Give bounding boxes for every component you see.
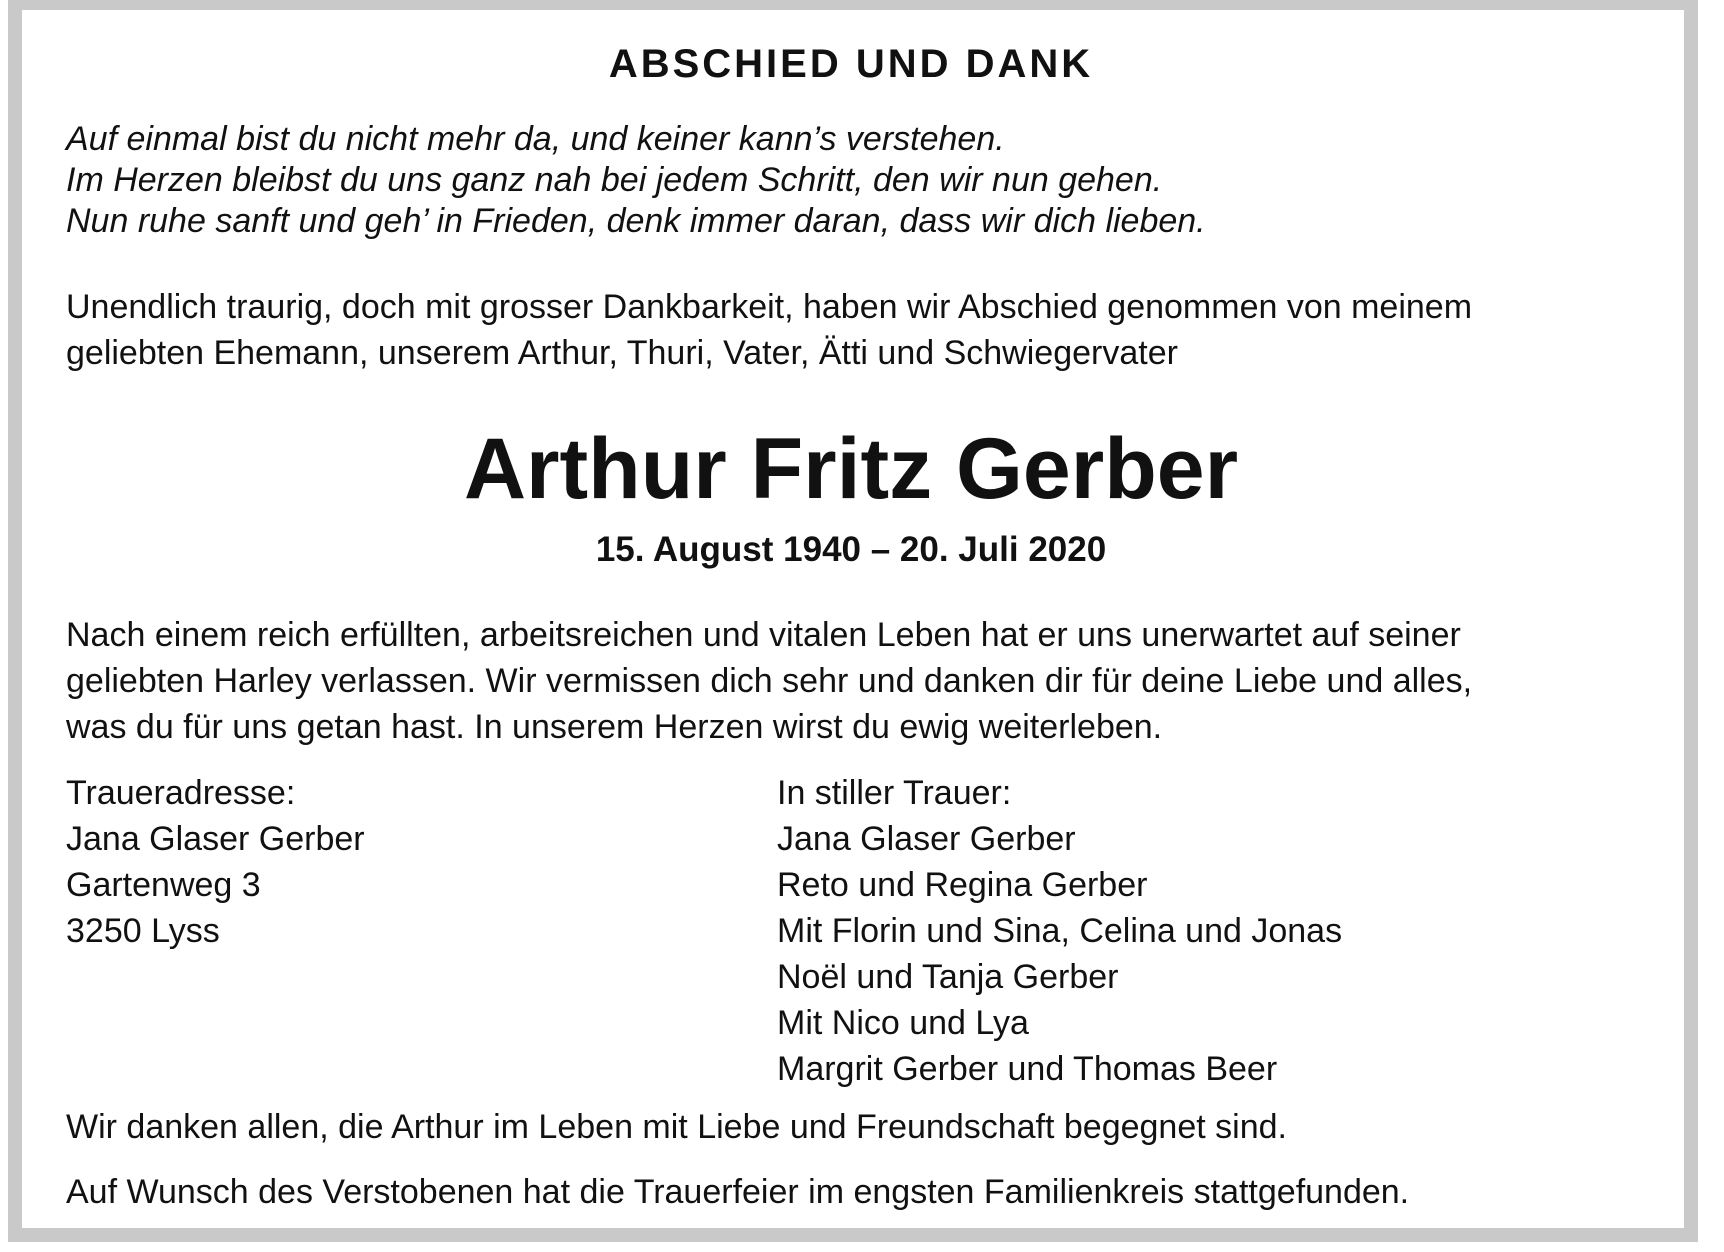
mourners-label: In stiller Trauer: [777,774,1012,812]
body-line: was du für uns getan hast. In unserem Herzen wirst du ewig weiterleben. [66,708,1163,746]
intro-line: geliebten Ehemann, unserem Arthur, Thuri, Vater, Ätti und Schwiegervater [66,334,1178,372]
mourner-entry: Mit Nico und Lya [777,1004,1029,1042]
address-label: Traueradresse: [66,774,296,812]
body-paragraph [66,612,1472,750]
mourner-entry: Jana Glaser Gerber [777,820,1076,858]
poem-line: Im Herzen bleibst du uns ganz nah bei jedem Schritt, den wir nun gehen. [66,161,1163,199]
thanks-line: Wir danken allen, die Arthur im Leben mit Liebe und Freundschaft begegnet sind. [66,1108,1287,1146]
deceased-name: Arthur Fritz Gerber [463,421,1239,517]
intro-line: Unendlich traurig, doch mit grosser Dankbarkeit, haben wir Abschied genommen von meinem [66,288,1473,326]
address-line: Jana Glaser Gerber [66,820,365,858]
poem [66,119,1206,242]
mourner-entry: Reto und Regina Gerber [777,866,1148,904]
poem-line: Nun ruhe sanft und geh’ in Frieden, denk immer daran, dass wir dich lieben. [66,202,1206,240]
poem-line: Auf einmal bist du nicht mehr da, und keiner kann’s verstehen. [66,120,1005,158]
mourner-entry: Margrit Gerber und Thomas Beer [777,1050,1278,1088]
intro-paragraph [66,284,1666,376]
address-line: 3250 Lyss [66,912,220,950]
mourning-address [66,770,365,954]
address-line: Gartenweg 3 [66,866,261,904]
mourner-entry: Mit Florin und Sina, Celina und Jonas [777,912,1343,950]
mourners-list [777,770,1342,1092]
body-line: geliebten Harley verlassen. Wir vermissen dich sehr und danken dir für deine Liebe und alles, [66,662,1473,700]
funeral-note: Auf Wunsch des Verstobenen hat die Trauerfeier im engsten Familienkreis stattgefunden. [66,1173,1410,1211]
notice-heading: ABSCHIED UND DANK [608,42,1094,86]
life-dates: 15. August 1940 – 20. Juli 2020 [595,530,1107,569]
mourner-entry: Noël und Tanja Gerber [777,958,1119,996]
body-line: Nach einem reich erfüllten, arbeitsreichen und vitalen Leben hat er uns unerwartet auf seiner [66,616,1461,654]
